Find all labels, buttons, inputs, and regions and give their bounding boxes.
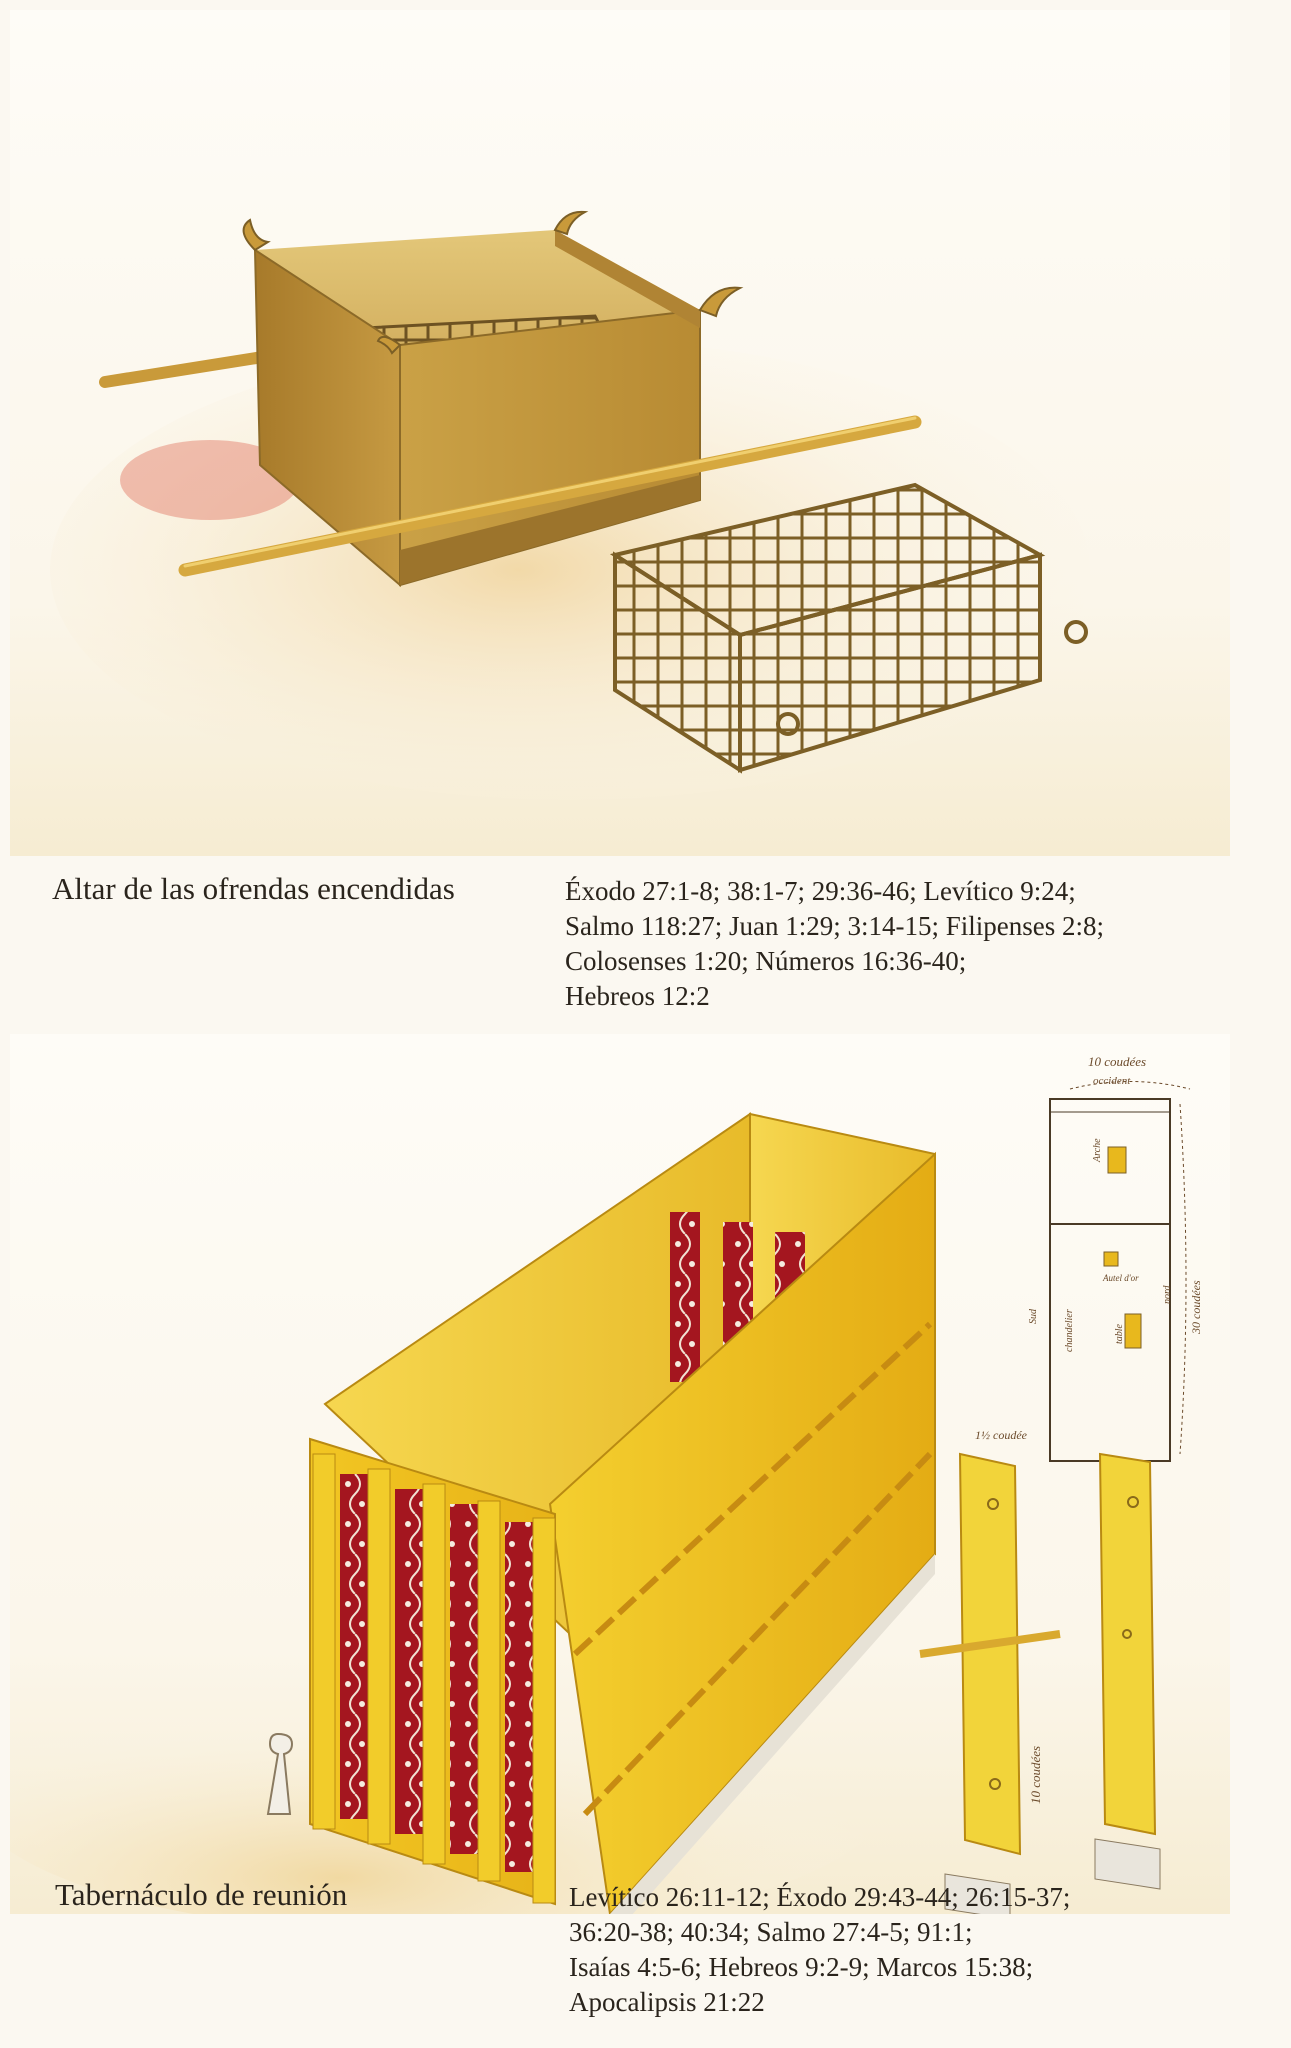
- altar-illustration: [10, 10, 1230, 856]
- pillar: [478, 1501, 500, 1881]
- reference-line: 36:20-38; 40:34; Salmo 27:4-5; 91:1;: [569, 1917, 973, 1947]
- plan-label-table: table: [1114, 1324, 1125, 1344]
- horn: [555, 212, 585, 234]
- entrance-curtain: [340, 1474, 368, 1819]
- plan-gold-altar: [1104, 1252, 1118, 1266]
- altar-references: [565, 874, 1104, 1014]
- entrance-curtain: [450, 1504, 478, 1854]
- altar-drawing: [10, 10, 1230, 856]
- pillar: [533, 1518, 555, 1903]
- tabernacle-drawing: [10, 1034, 1230, 1914]
- reference-line: Éxodo 27:1-8; 38:1-7; 29:36-46; Levítico 9:24;: [565, 876, 1076, 906]
- plan-label-ark: Arche: [1092, 1138, 1103, 1162]
- tabernacle-references: [569, 1880, 1070, 2020]
- board-label-height: 10 coudées: [1028, 1745, 1043, 1804]
- reference-line: Salmo 118:27; Juan 1:29; 3:14-15; Filipenses 2:8;: [565, 911, 1104, 941]
- reference-line: Colosenses 1:20; Números 16:36-40;: [565, 946, 967, 976]
- entrance-curtain: [505, 1522, 533, 1872]
- plan-label-length: 30 coudées: [1189, 1280, 1203, 1334]
- board-side: [1100, 1454, 1155, 1834]
- plan-label-south: Sud: [1028, 1309, 1039, 1324]
- entrance-curtain: [395, 1489, 423, 1834]
- board-label-width: 1½ coudée: [975, 1428, 1027, 1442]
- board-detail: [920, 1428, 1160, 1914]
- plan-label-west: occident: [1093, 1075, 1131, 1087]
- plan-label-gold-altar: Autel d'or: [1103, 1273, 1139, 1283]
- floor-plan: [1028, 1054, 1203, 1482]
- altar-caption-title: Altar de las ofrendas encendidas: [52, 871, 455, 906]
- reference-line: Levítico 26:11-12; Éxodo 29:43-44; 26:15-37;: [569, 1882, 1071, 1912]
- board-socket: [1095, 1839, 1160, 1889]
- pillar: [368, 1469, 390, 1844]
- board-front: [960, 1454, 1020, 1854]
- plan-label-north: nord: [1162, 1285, 1173, 1304]
- reference-line: Apocalipsis 21:22: [569, 1987, 765, 2017]
- tabernacle-illustration: [10, 1034, 1230, 1914]
- reference-line: Hebreos 12:2: [565, 981, 710, 1011]
- veil-panel: [670, 1212, 700, 1382]
- plan-label-width: 10 coudées: [1088, 1054, 1147, 1069]
- horn: [700, 288, 740, 316]
- plan-label-candlestick: chandelier: [1064, 1309, 1075, 1352]
- pillar: [313, 1454, 335, 1829]
- plan-table: [1125, 1314, 1141, 1348]
- pillar: [423, 1484, 445, 1864]
- reference-line: Isaías 4:5-6; Hebreos 9:2-9; Marcos 15:38;: [569, 1952, 1034, 1982]
- horn: [244, 220, 268, 250]
- plan-length-dimension: [1180, 1104, 1186, 1454]
- tabernacle-caption-title: Tabernáculo de reunión: [55, 1877, 348, 1912]
- plan-ark: [1108, 1147, 1126, 1173]
